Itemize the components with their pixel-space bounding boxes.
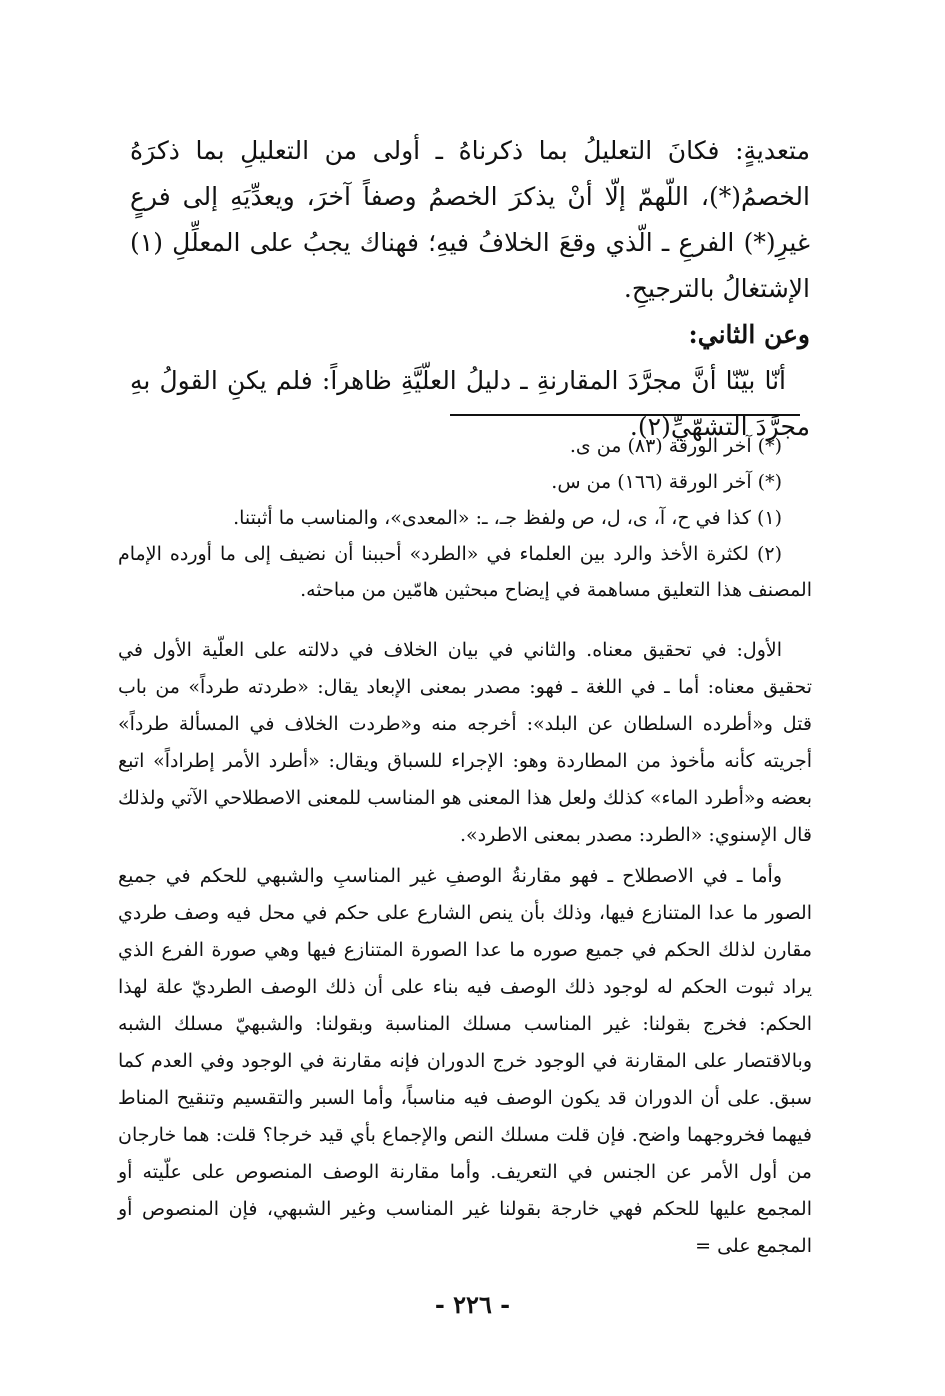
- footnote-1: (١) كذا في ح، آ، ى، ل، ص ولفظ جـ، ـ: «المعدى»، والمناسب ما أثبتنا.: [233, 507, 782, 529]
- main-text-block: [130, 128, 810, 450]
- main-paragraph-2: أنّا بيّنّا أنَّ مجرَّدَ المقارنةِ ـ دليلُ العلّيَّةِ ظاهراً: فلم يكنِ القولُ بهِ مجرَّدَ التشهّيِّ(٢).: [130, 366, 810, 441]
- commentary-paragraph-1: الأول: في تحقيق معناه. والثاني في بيان الخلاف في دلالته على العلّية الأول في تحقيق معناه: أما ـ في اللغة ـ فهو: مصدر بمعنى الإبعاد يقال: «طردته طرداً» من باب قتل و«أطرده السلطان عن البلد»: أخرجه منه و«طردت الخلاف في المسألة طرداً» أجريته كأنه مأخوذ من المطاردة وهو: الإجراء للسباق ويقال: «أطرد الأمر إطراداً» اتبع بعضه و«أطرد الماء» كذلك ولعل هذا المعنى هو المناسب للمعنى الاصطلاحي الآتي ولذلك قال الإسنوي: «الطرد: مصدر بمعنى الاطرد».: [118, 639, 812, 846]
- footnote-separator: [450, 414, 800, 416]
- section-heading: وعن الثاني:: [688, 320, 810, 349]
- page-number: - ٢٢٦ -: [434, 1290, 511, 1319]
- footnote-2: (٢) لكثرة الأخذ والرد بين العلماء في «الطرد» أحببنا أن نضيف إلى ما أورده الإمام المصنف هذا التعليق مساهمة في إيضاح مبحثين هامّين من مباحثه.: [118, 543, 812, 601]
- footnote-star-2: (*) آخر الورقة (١٦٦) من س.: [551, 471, 782, 493]
- commentary-paragraph-2: وأما ـ في الاصطلاح ـ فهو مقارنةُ الوصفِ غير المناسبِ والشبهي للحكم في جميع الصور ما عدا المتنازع فيها، وذلك بأن ينص الشارع على حكم في محل فيه وصف طردي مقارن لذلك الحكم في جميع صوره ما عدا الصورة المتنازع فيها وهي صورة الفرع الذي يراد ثبوت الحكم له لوجود ذلك الوصف فيه بناء على أن ذلك الوصف الطرديّ علة لهذا الحكم: فخرج بقولنا: غير المناسب مسلك المناسبة وبقولنا: والشبهيّ مسلك الشبه وبالاقتصار على المقارنة في الوجود خرج الدوران فإنه مقارنة في الوجود وفي العدم كما سبق. على أن الدوران قد يكون الوصف فيه مناسباً، وأما السبر والتقسيم وتنقيح المناط فيهما فخروجهما واضح. فإن قلت مسلك النص والإجماع بأي قيد خرجا؟ قلت: هما خارجان من أول الأمر عن الجنس في التعريف. وأما مقارنة الوصف المنصوص على علّيته أو المجمع عليها للحكم فهي خارجة بقولنا غير المناسب وغير الشبهي، فإن المنصوص أو المجمع على =: [118, 865, 812, 1257]
- main-paragraph-1: متعديةٍ: فكانَ التعليلُ بما ذكرناهُ ـ أولى من التعليلِ بما ذكرَهُ الخصمُ(*)، اللّهمّ إلّا أنْ يذكرَ الخصمُ وصفاً آخرَ، ويعدِّيَهِ إلى فرعٍ غيرِ(*) الفرعِ ـ الّذي وقعَ الخلافُ فيهِ؛ فهناك يجبُ على المعلِّلِ (١) الإشتغالُ بالترجيحِ.: [130, 136, 810, 303]
- footnote-star-1: (*) آخر الورقة (٨٣) من ى.: [569, 435, 782, 457]
- footnotes-block: [118, 428, 812, 608]
- footnote-commentary: [118, 632, 812, 1269]
